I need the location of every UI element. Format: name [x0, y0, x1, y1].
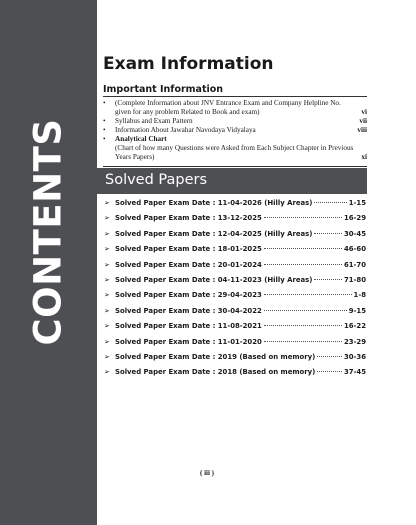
analytical-chart-heading: Analytical Chart — [115, 135, 167, 143]
info-item-text: (Complete Information about JNV Entrance Exam and Company Helpline No. given for any problem Related to Book and exam) — [115, 99, 341, 116]
arrow-bullet-icon: ➢ — [104, 322, 110, 331]
info-item-page: vii — [359, 117, 367, 125]
info-item-page: xi — [361, 153, 367, 161]
toc-row-page: 23-29 — [343, 337, 366, 346]
dot-leader — [317, 356, 342, 357]
toc-row-page: 16-29 — [343, 214, 366, 223]
toc-row-page: 30-36 — [343, 352, 366, 361]
toc-row-page: 37-45 — [343, 368, 366, 377]
solved-papers-banner — [97, 168, 367, 194]
arrow-bullet-icon: ➢ — [104, 291, 110, 300]
sidebar-band — [0, 0, 97, 525]
toc-row[interactable] — [104, 368, 366, 383]
toc-row-page: 1-15 — [348, 199, 366, 207]
toc-row-label: Solved Paper Exam Date : 18-01-2025 — [115, 245, 262, 254]
toc-row-label: Solved Paper Exam Date : 30-04-2022 — [115, 306, 262, 315]
toc-row-label: Solved Paper Exam Date : 12-04-2025 (Hilly Areas) — [115, 229, 313, 238]
toc-row-page: 1-8 — [353, 291, 366, 300]
toc-row-page: 46-60 — [343, 245, 366, 254]
dot-leader — [264, 310, 347, 311]
toc-row[interactable] — [104, 230, 366, 245]
toc-row[interactable] — [104, 245, 366, 260]
dot-leader — [264, 325, 342, 326]
toc-row-page: 71-80 — [343, 275, 366, 284]
bullet-icon: • — [103, 135, 106, 143]
solved-papers-list — [104, 199, 366, 384]
info-item-text: Syllabus and Exam Pattern — [115, 117, 193, 125]
bullet-icon: • — [103, 126, 106, 134]
arrow-bullet-icon: ➢ — [104, 260, 110, 269]
toc-row-label: Solved Paper Exam Date : 11-04-2026 (Hilly Areas) — [115, 199, 313, 207]
toc-row[interactable] — [104, 199, 366, 214]
info-item-analytical-chart — [103, 135, 369, 162]
toc-row-label: Solved Paper Exam Date : 29-04-2023 — [115, 291, 262, 300]
arrow-bullet-icon: ➢ — [104, 337, 110, 346]
toc-row[interactable] — [104, 338, 366, 353]
arrow-bullet-icon: ➢ — [104, 275, 110, 284]
exam-information-title: Exam Information — [103, 54, 274, 74]
info-item-text: Information About Jawahar Navodaya Vidyalaya — [115, 126, 256, 134]
dot-leader — [314, 233, 342, 234]
arrow-bullet-icon: ➢ — [104, 352, 110, 361]
toc-row[interactable] — [104, 322, 366, 337]
toc-row-label: Solved Paper Exam Date : 2019 (Based on memory) — [115, 352, 316, 361]
contents-vertical-title: CONTENTS — [26, 118, 70, 346]
dot-leader — [317, 371, 342, 372]
toc-row-label: Solved Paper Exam Date : 2018 (Based on memory) — [115, 368, 316, 377]
info-item-page: viii — [357, 126, 367, 134]
info-item-jnv — [103, 126, 369, 135]
toc-row-label: Solved Paper Exam Date : 04-11-2023 (Hilly Areas) — [115, 275, 313, 284]
toc-row-page: 16-22 — [343, 322, 366, 331]
arrow-bullet-icon: ➢ — [104, 199, 110, 207]
toc-row[interactable] — [104, 353, 366, 368]
top-rule — [103, 96, 367, 97]
toc-row-label: Solved Paper Exam Date : 11-08-2021 — [115, 322, 262, 331]
bottom-rule — [103, 166, 367, 167]
toc-row[interactable] — [104, 291, 366, 306]
toc-row[interactable] — [104, 214, 366, 229]
arrow-bullet-icon: ➢ — [104, 245, 110, 254]
toc-row[interactable] — [104, 261, 366, 276]
arrow-bullet-icon: ➢ — [104, 368, 110, 377]
dot-leader — [264, 248, 342, 249]
dot-leader — [264, 294, 352, 295]
toc-row[interactable] — [104, 276, 366, 291]
arrow-bullet-icon: ➢ — [104, 306, 110, 315]
info-item-helpline — [103, 99, 369, 117]
footer-page-number: ( iii ) — [200, 469, 214, 477]
toc-row-label: Solved Paper Exam Date : 20-01-2024 — [115, 260, 262, 269]
dot-leader — [314, 279, 342, 280]
toc-row-page: 61-70 — [343, 260, 366, 269]
info-item-syllabus — [103, 117, 369, 126]
solved-papers-title: Solved Papers — [105, 172, 208, 188]
dot-leader — [264, 341, 342, 342]
important-information-subheading: Important Information — [103, 84, 224, 95]
info-item-text: (Chart of how many Questions were Asked from Each Subject Chapter in Previous Years Papers) — [115, 144, 354, 161]
arrow-bullet-icon: ➢ — [104, 214, 110, 223]
arrow-bullet-icon: ➢ — [104, 229, 110, 238]
info-item-page: vi — [361, 108, 367, 116]
toc-row[interactable] — [104, 307, 366, 322]
toc-row-page: 9-15 — [348, 306, 366, 315]
dot-leader — [264, 217, 342, 218]
toc-row-page: 30-45 — [343, 229, 366, 238]
bullet-icon: • — [103, 117, 106, 125]
dot-leader — [264, 264, 342, 265]
important-information-list — [103, 99, 369, 162]
toc-row-label: Solved Paper Exam Date : 11-01-2020 — [115, 337, 262, 346]
bullet-icon: • — [103, 99, 106, 107]
dot-leader — [314, 202, 346, 203]
toc-row-label: Solved Paper Exam Date : 13-12-2025 — [115, 214, 262, 223]
